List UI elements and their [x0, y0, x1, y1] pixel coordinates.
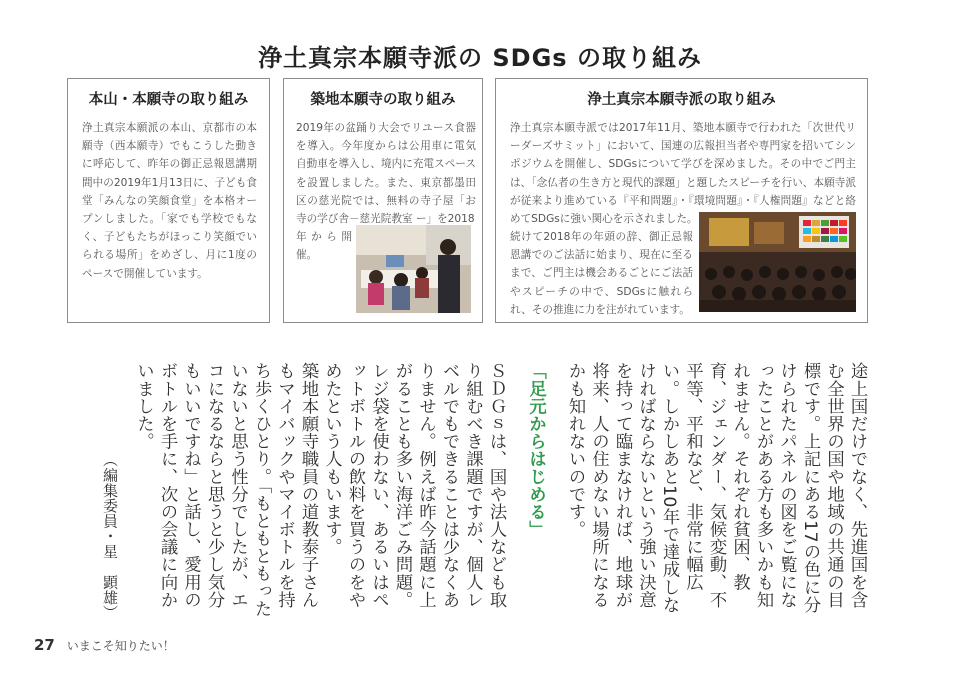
main-article — [98, 362, 868, 620]
article-paragraph-3: 築地本願寺職員の道教泰子さんもマイバックやマイボトルを持ち歩くひとり。「もともともったいないと思う性分でしたが、エコになるならと思うと少し気分もいいですね」と話し、愛用のボトルを手に、次の会議に向かいました。 — [133, 362, 318, 618]
section-heading: 「足元からはじめる」 — [525, 362, 546, 538]
sect-box — [495, 78, 868, 323]
sect-box-title: 浄土真宗本願寺派の取り組み — [587, 92, 776, 108]
page-number: 27 — [34, 636, 55, 654]
sect-box-text-continued: 続けて2018年の年頭の辞、御正忌報恩講でのご法話に始まり、現在に至るまで、ご門主は機会あるごとにご法話やスピーチの中で、SDGsに触れられ、その推進に力を注がれています。 — [510, 231, 693, 316]
sect-box-text: 浄土真宗本願寺派では2017年11月、築地本願寺で行われた「次世代リーダーズサミット」において、国連の広報担当者や専門家を招いてシンポジウムを開催し、SDGsについて学びを深めました。その中でご門主は、「念仏者の生き方と現代的課題」と題したスピーチを行い、本願寺派が従来より進めている『平和問題』・『環境問題』・『人権問題』などと絡めてSDGsに強い関心を示されました。 — [510, 122, 856, 226]
honzan-box — [67, 78, 270, 323]
page-footer — [34, 636, 175, 654]
honzan-box-title: 本山・本願寺の取り組み — [88, 92, 249, 108]
tsukiji-box-text: 2019年の盆踊り大会でリユース食器を導入。今年度からは公用車に電気自動車を導入し、境内に充電スペースを設置しました。また、東京都墨田区の慈光院では、無料の寺子屋「お寺の学び舎－慈光院教室 ー」を2018 年から開催。 — [296, 122, 476, 262]
author-credit: （編集委員・星 顕雄） — [101, 451, 119, 620]
tsukiji-box-title: 築地本願寺の取り組み — [310, 92, 456, 108]
summit-photo — [699, 212, 856, 312]
article-paragraph-2: ＳＤＧｓは、国や法人なども取り組むべき課題ですが、個人レベルでもできることは少なくありません。例えば昨今話題に上がることも多い海洋ごみ問題。レジ袋を使わない、あるいはペットボトルの飲料を買うのをやめたという人もいます。 — [321, 362, 506, 609]
series-title: いまこそ知りたい！ — [66, 639, 175, 653]
honzan-box-text: 浄土真宗本願派の本山、京都市の本願寺（西本願寺）でもこうした動きに呼応して、昨年の御正忌報恩講期間中の2019年1月13日に、子ども食堂「みんなの笑顔食堂」を本格オープンしました。「家でも学校でもなく、子どもたちがほっこり笑顔でいられる場所」をめざし、月に1度のペースで開催しています。 — [82, 122, 257, 280]
page-title: 浄土真宗本願寺派の SDGs の取り組み — [258, 44, 702, 72]
article-paragraph-1: 途上国だけでなく、先進国を含む全世界の国や地域の共通の目標です。上記にある17の色に分けられたパネルの図をご覧になったことがある方も多いかも知れません。それぞれ貧困、教育、ジェンダー、気候変動、不平等、平和など、非常に幅広い。しかしあと10年で達成しなければならないという強い決意を持って臨まなければ、地球が将来、人の住めない場所になるかも知れないのです。 — [565, 362, 867, 614]
tsukiji-box — [283, 78, 483, 323]
